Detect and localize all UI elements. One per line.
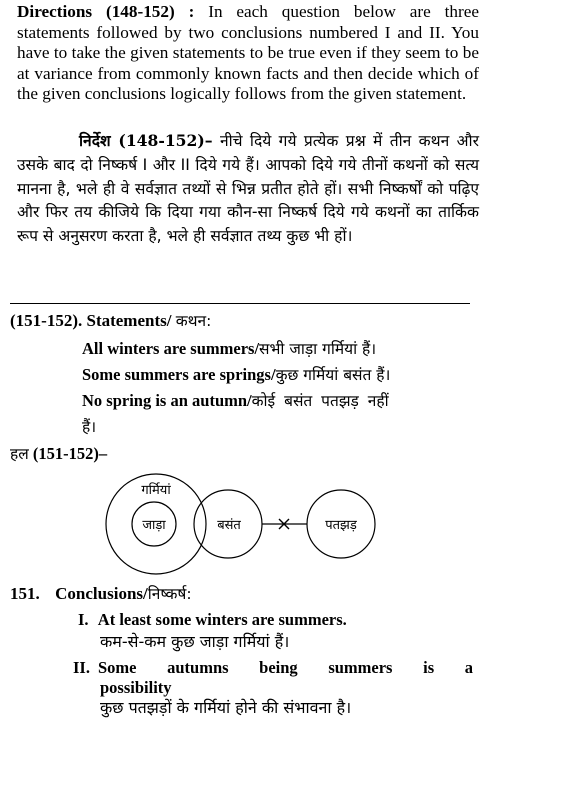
conclusion-2: II. Some autumns being summers is a possibility कुछ पतझड़ों के गर्मियां होने की संभावना है। [73, 658, 473, 717]
conclusion-2-number: II. [73, 658, 90, 677]
statement-3: No spring is an autumn/कोई बसंत पतझड़ नहीं [82, 391, 389, 410]
summers-label: गर्मियां [141, 483, 171, 498]
statement-2: Some summers are springs/कुछ गर्मियां बसंत हैं। [82, 365, 391, 384]
conclusion-1-number: I. [78, 610, 89, 629]
statements-heading: (151-152). Statements/ कथन: [10, 311, 212, 330]
statement-3-continued: हैं। [82, 418, 97, 436]
winters-label: जाड़ा [142, 518, 166, 533]
statement-1: All winters are summers/सभी जाड़ा गर्मियां हैं। [82, 339, 377, 358]
autumns-label: पतझड़ [325, 518, 357, 533]
question-heading: 151. Conclusions/निष्कर्ष: [10, 584, 192, 603]
directions-text: In each question below are three statements followed by two conclusions numbered I and II. You have to take the given statements to be true even if they seem to be at variance from commonly known facts and then decide which of the given conclusions logically follows from the given statement. [17, 2, 480, 103]
question-number: 151. [10, 584, 40, 603]
springs-label: बसंत [217, 518, 241, 533]
conclusion-1: I. At least some winters are summers. कम-से-कम कुछ जाड़ा गर्मियां हैं। [78, 610, 347, 651]
directions-hindi-heading: निर्देश (148-152)– [79, 131, 213, 150]
solution-heading: हल (151-152)– [10, 444, 108, 463]
directions-hindi-text: नीचे दिये गये प्रत्येक प्रश्न में तीन कथन और उसके बाद दो निष्कर्ष I और II दिये गये हैं। आपको दिये गये तीनों कथनों को सत्य मानना है, भले ही वे सर्वज्ञात तथ्यों से भिन्न प्रतीत होते हों। सभी निष्कर्षों को पढ़िए और फिर तय कीजिये कि दिया गया कौन-सा निष्कर्ष दिये गये कथनों का तार्किक रूप से अनुसरण करता है, भले ही सर्वज्ञात तथ्य कुछ भी हों। [17, 132, 479, 246]
directions-heading: Directions (148-152) : [17, 2, 195, 21]
